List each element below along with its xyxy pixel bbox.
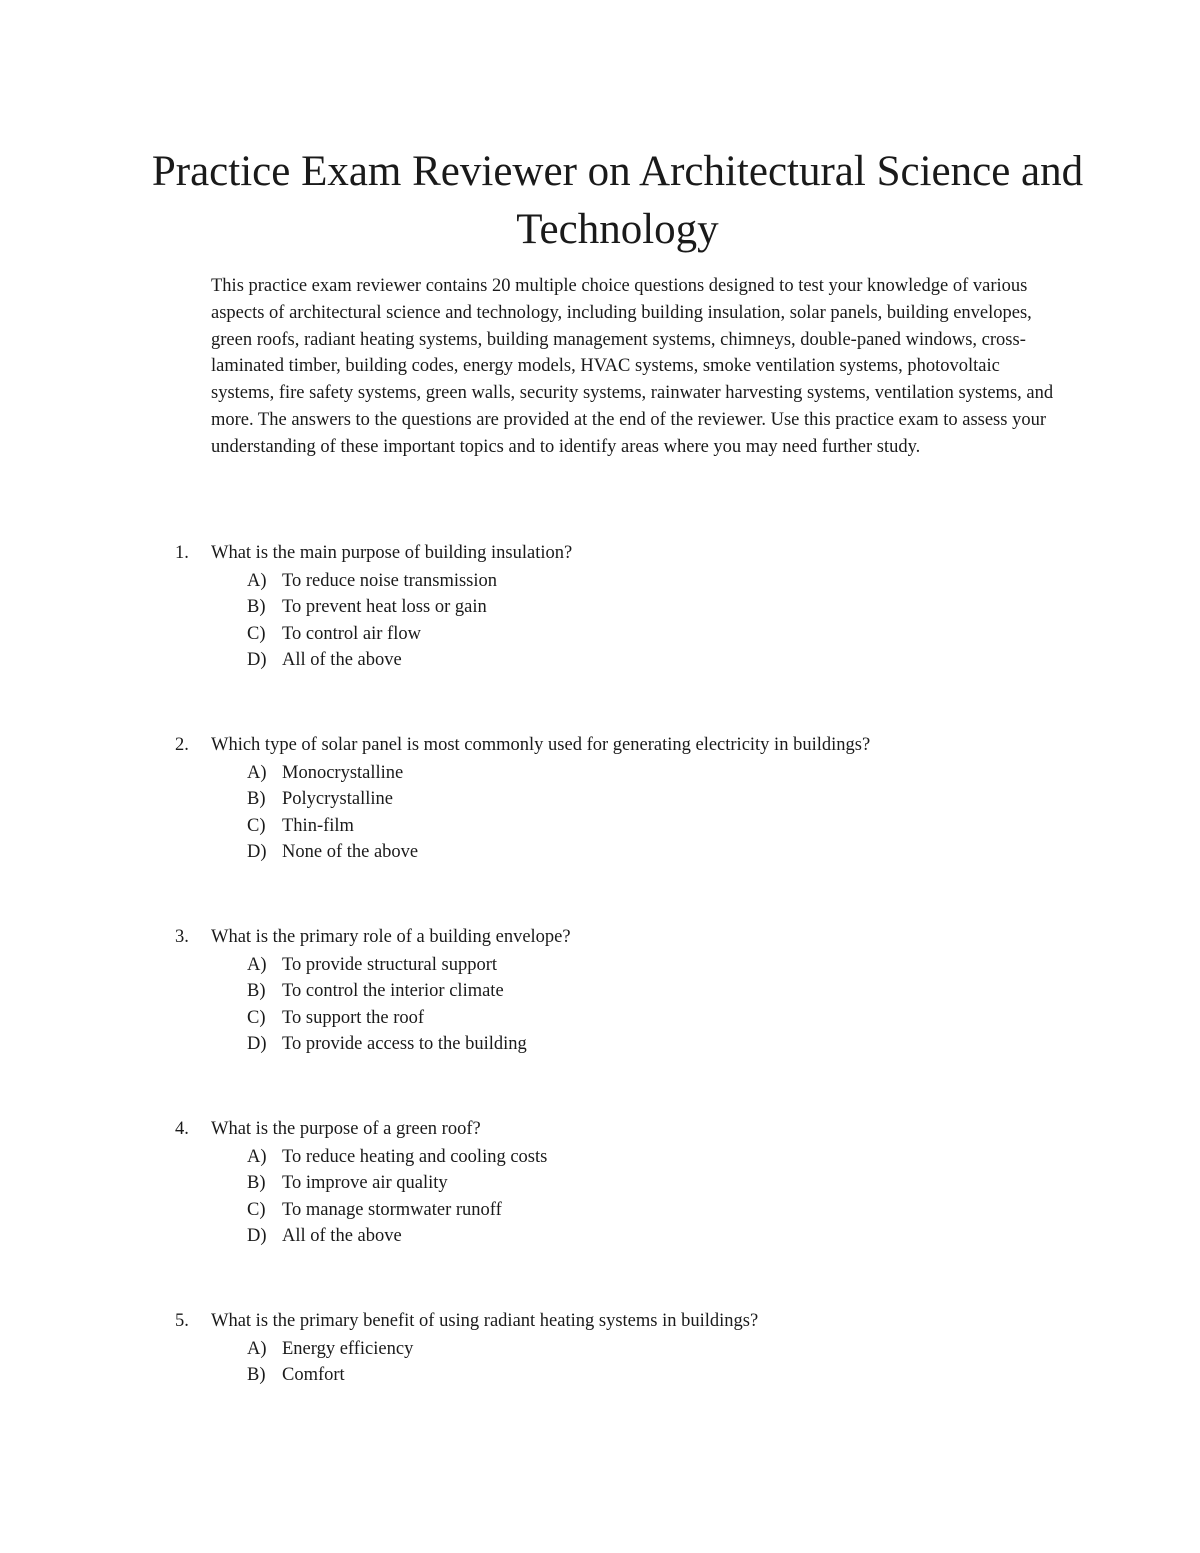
question-item	[0, 732, 1200, 924]
question-number: 4.	[175, 1119, 189, 1139]
option-letter: D)	[247, 1226, 267, 1247]
option-text: To control air flow	[282, 623, 421, 644]
option-letter: C)	[247, 1199, 266, 1220]
intro-paragraph: This practice exam reviewer contains 20 multiple choice questions designed to test your knowledge of various aspects of architectural science and technology, including building insulation, solar panels, building envelopes, green roofs, radiant heating systems, building management systems, chimneys, double-paned windows, cross-laminated timber, building codes, energy models, HVAC systems, smoke ventilation systems, photovoltaic systems, fire safety systems, green walls, security systems, rainwater harvesting systems, ventilation systems, and more. The answers to the questions are provided at the end of the reviewer. Use this practice exam to assess your understanding of these important topics and to identify areas where you may need further study.	[211, 276, 1054, 457]
question-number: 3.	[175, 927, 189, 947]
question-text: What is the purpose of a green roof?	[211, 1119, 481, 1139]
question-item	[0, 1116, 1200, 1308]
question-list	[0, 540, 1200, 1500]
option-letter: A)	[247, 955, 267, 975]
option-text: To provide access to the building	[282, 1034, 527, 1055]
question-text: Which type of solar panel is most commonly used for generating electricity in buildings?	[211, 735, 871, 755]
option-text: Thin-film	[282, 815, 354, 836]
question-item	[0, 1308, 1200, 1500]
option-letter: B)	[247, 597, 266, 618]
option-text: To reduce heating and cooling costs	[282, 1147, 548, 1167]
option-letter: D)	[247, 842, 267, 863]
question-text: What is the primary role of a building envelope?	[211, 927, 571, 947]
option-text: To manage stormwater runoff	[282, 1199, 502, 1220]
option-letter: A)	[247, 1147, 267, 1167]
option-letter: B)	[247, 789, 266, 810]
option-letter: B)	[247, 1173, 266, 1194]
option-letter: D)	[247, 650, 267, 671]
option-text: To improve air quality	[282, 1173, 448, 1194]
option-letter: C)	[247, 815, 266, 836]
option-text: To provide structural support	[282, 955, 498, 975]
option-letter: B)	[247, 981, 266, 1002]
document-title: Practice Exam Reviewer on Architectural Science and Technology	[151, 148, 1084, 253]
option-letter: A)	[247, 1339, 267, 1359]
option-text: To prevent heat loss or gain	[282, 597, 487, 618]
option-text: Comfort	[282, 1365, 345, 1386]
question-text: What is the main purpose of building insulation?	[211, 543, 573, 563]
question-item	[0, 540, 1200, 732]
option-letter: C)	[247, 623, 266, 644]
option-text: To reduce noise transmission	[282, 571, 498, 591]
question-text: What is the primary benefit of using radiant heating systems in buildings?	[211, 1311, 759, 1331]
question-item	[0, 924, 1200, 1116]
option-text: Energy efficiency	[282, 1339, 414, 1359]
option-letter: A)	[247, 571, 267, 591]
option-text: Monocrystalline	[282, 763, 404, 783]
option-text: None of the above	[282, 842, 419, 863]
option-letter: D)	[247, 1034, 267, 1055]
question-number: 2.	[175, 735, 189, 755]
option-text: To control the interior climate	[282, 981, 504, 1002]
option-letter: A)	[247, 763, 267, 783]
question-number: 1.	[175, 543, 189, 563]
option-letter: B)	[247, 1365, 266, 1386]
option-letter: C)	[247, 1007, 266, 1028]
option-text: Polycrystalline	[282, 789, 393, 810]
option-text: All of the above	[282, 650, 402, 671]
option-text: To support the roof	[282, 1007, 425, 1028]
option-text: All of the above	[282, 1226, 402, 1247]
question-number: 5.	[175, 1311, 189, 1331]
